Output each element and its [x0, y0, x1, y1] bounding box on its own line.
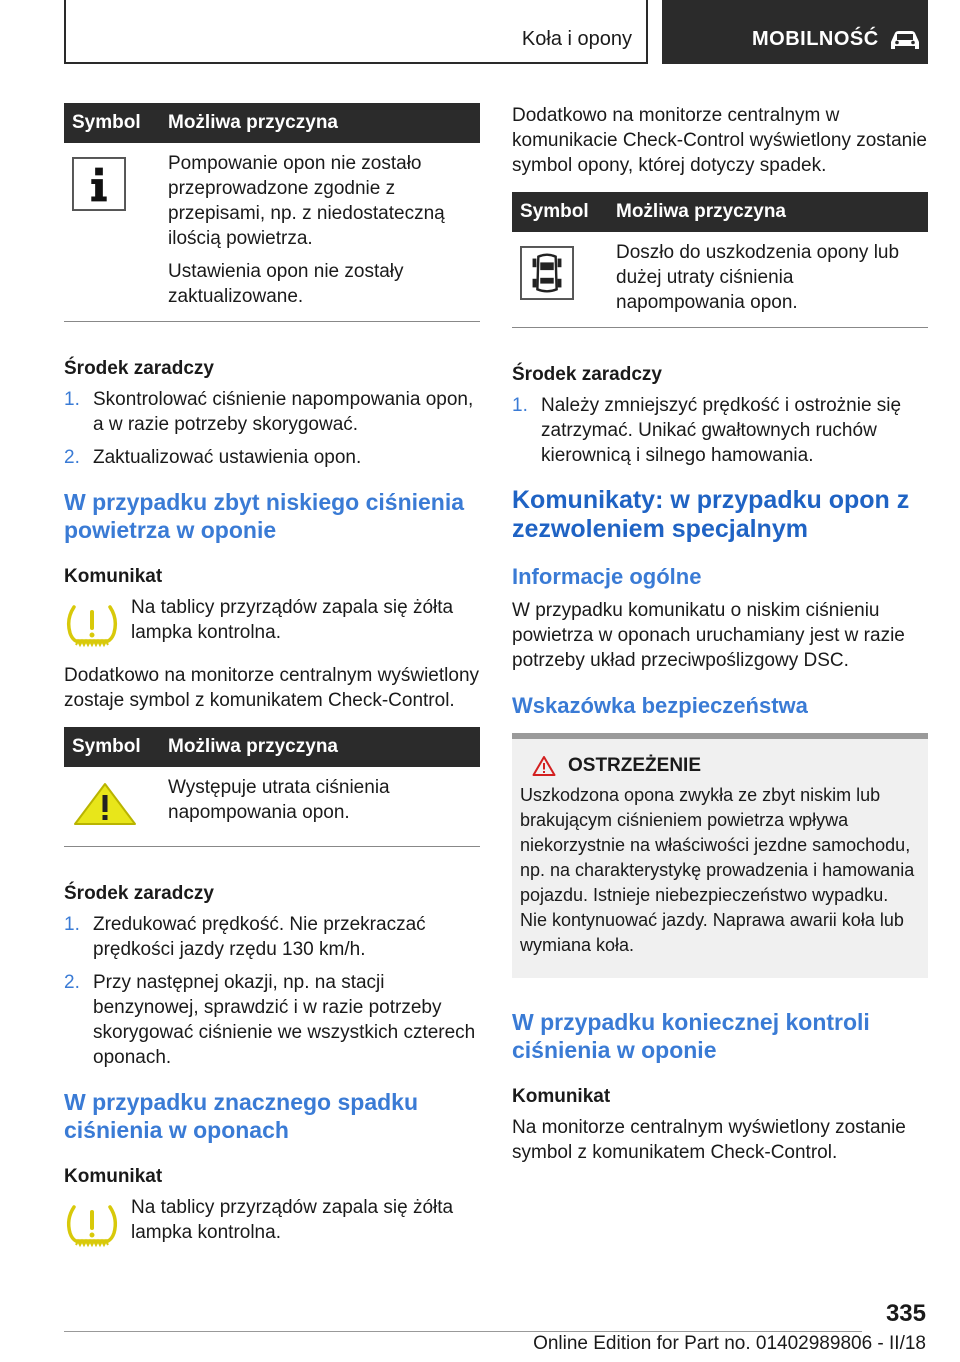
- section-heading-low-pressure: W przypadku zbyt niskiego ciśnienia powietrza w oponie: [64, 489, 465, 543]
- step-text: Przy następnej okazji, np. na stacji benzynowej, sprawdzić i w razie potrzeby skorygować ciśnienie we wszystkich czterech oponach.: [93, 972, 476, 1068]
- paragraph: W przypadku komunikatu o niskim ciśnieniu powietrza w oponach uruchamiany jest w razie potrzeby układ przeciwpoślizgowy DSC.: [512, 600, 905, 671]
- cause-cell: [160, 767, 480, 847]
- paragraph: Dodatkowo na monitorze centralnym w komunikacie Check-Control wyświetlony zostanie symbol opony, której dotyczy spadek.: [512, 105, 928, 176]
- cause-text: Doszło do uszkodzenia opony lub dużej utraty ciśnienia napompowania opon.: [616, 242, 900, 313]
- symbol-table-tires: [512, 192, 928, 328]
- table-header-symbol: Symbol: [512, 192, 608, 232]
- symbol-table-info: [64, 103, 480, 322]
- lamp-text: Na tablicy przyrządów zapala się żółta lampka kontrolna.: [131, 597, 454, 643]
- list-item: [64, 912, 480, 962]
- cause-cell: [160, 143, 480, 322]
- remedy-heading: Środek zaradczy: [512, 364, 662, 385]
- warning-box: [512, 733, 928, 978]
- step-text: Skontrolować ciśnienie napompowania opon, a w razie potrzeby skorygować.: [93, 389, 474, 435]
- step-text: Należy zmniejszyć prędkość i ostrożnie się zatrzymać. Unikać gwałtownych ruchów kierownicą i silnego hamowania.: [541, 395, 902, 466]
- table-row: [512, 232, 928, 328]
- remedy-steps: [64, 387, 480, 470]
- message-label: Komunikat: [64, 1166, 163, 1187]
- car-tires-icon: [520, 246, 574, 300]
- edition-text: Online Edition for Part no. 01402989806 - II/18: [533, 1333, 926, 1354]
- cause-text: Pompowanie opon nie zostało przeprowadzone zgodnie z przepisami, np. z niedostateczną ilością powietrza.: [168, 153, 445, 249]
- warning-title-row: [520, 755, 920, 777]
- step-number: 1.: [512, 395, 528, 416]
- tire-pressure-lamp-icon: [64, 603, 120, 649]
- table-header-cause: Możliwa przyczyna: [608, 192, 928, 232]
- section-heading-special-tires: Komunikaty: w przypadku opon z zezwoleniem specjalnym: [512, 486, 910, 543]
- left-column: [64, 103, 480, 1263]
- paragraph: Na monitorze centralnym wyświetlony zostanie symbol z komunikatem Check-Control.: [512, 1117, 906, 1163]
- car-icon: [888, 28, 922, 52]
- info-icon: [72, 157, 126, 211]
- symbol-table-warning: [64, 727, 480, 847]
- message-label: Komunikat: [512, 1086, 611, 1107]
- warning-lamp-row: [64, 595, 480, 649]
- subsection-heading-safety: Wskazówka bezpieczeństwa: [512, 693, 808, 718]
- warning-text: Uszkodzona opona zwykła ze zbyt niskim lub brakującym ciśnieniem powietrza wpływa niekorzystnie na właściwości jezdne samochodu, np. na charakterystykę prowadzenia i hamowania pojazdu. Istnieje niebezpieczeństwo wypadku. Nie kontynuować jazdy. Naprawa awarii koła lub wymiana koła.: [520, 785, 915, 955]
- cause-text: Ustawienia opon nie zostały zaktualizowane.: [168, 261, 404, 307]
- remedy-heading: Środek zaradczy: [64, 883, 214, 904]
- list-item: [64, 387, 480, 437]
- table-header-symbol: Symbol: [64, 727, 160, 767]
- step-text: Zaktualizować ustawienia opon.: [93, 447, 362, 468]
- cause-cell: [608, 232, 928, 328]
- list-item: [64, 445, 480, 470]
- warning-sign-icon: [532, 755, 556, 777]
- table-header-cause: Możliwa przyczyna: [160, 103, 480, 143]
- symbol-cell: [64, 767, 160, 847]
- header-section-box: [64, 0, 648, 64]
- list-item: [64, 970, 480, 1070]
- page-header: [64, 0, 928, 64]
- symbol-cell: [64, 143, 160, 322]
- table-header-cause: Możliwa przyczyna: [160, 727, 480, 767]
- header-section-title: Koła i opony: [521, 28, 632, 50]
- section-heading-pressure-drop: W przypadku znacznego spadku ciśnienia w oponach: [64, 1089, 418, 1143]
- subsection-heading-general: Informacje ogólne: [512, 564, 702, 589]
- remedy-steps: [512, 393, 928, 468]
- table-row: [64, 143, 480, 322]
- step-number: 2.: [64, 447, 80, 468]
- header-chapter-title: MOBILNOŚĆ: [752, 28, 879, 50]
- remedy-heading: Środek zaradczy: [64, 358, 214, 379]
- warning-triangle-icon: [72, 781, 138, 827]
- table-row: [64, 767, 480, 847]
- table-header-symbol: Symbol: [64, 103, 160, 143]
- symbol-cell: [512, 232, 608, 328]
- cause-text: Występuje utrata ciśnienia napompowania opon.: [168, 777, 390, 823]
- step-number: 1.: [64, 389, 80, 410]
- list-item: [512, 393, 928, 468]
- section-heading-pressure-check: W przypadku koniecznej kontroli ciśnienia w oponie: [512, 1009, 870, 1063]
- header-chapter-box: [662, 0, 928, 64]
- right-column: [512, 103, 928, 1179]
- page-number: 335: [885, 1300, 926, 1327]
- step-number: 2.: [64, 972, 80, 993]
- remedy-steps: [64, 912, 480, 1070]
- warning-title: OSTRZEŻENIE: [568, 755, 702, 776]
- step-number: 1.: [64, 914, 80, 935]
- paragraph: Dodatkowo na monitorze centralnym wyświetlony zostaje symbol z komunikatem Check-Control.: [64, 665, 480, 711]
- warning-lamp-row: [64, 1195, 480, 1249]
- footer-divider: [64, 1331, 862, 1332]
- tire-pressure-lamp-icon: [64, 1203, 120, 1249]
- footer-edition: [533, 1333, 926, 1355]
- step-text: Zredukować prędkość. Nie przekraczać prędkości jazdy rzędu 130 km/h.: [93, 914, 426, 960]
- lamp-text: Na tablicy przyrządów zapala się żółta lampka kontrolna.: [131, 1197, 454, 1243]
- message-label: Komunikat: [64, 566, 163, 587]
